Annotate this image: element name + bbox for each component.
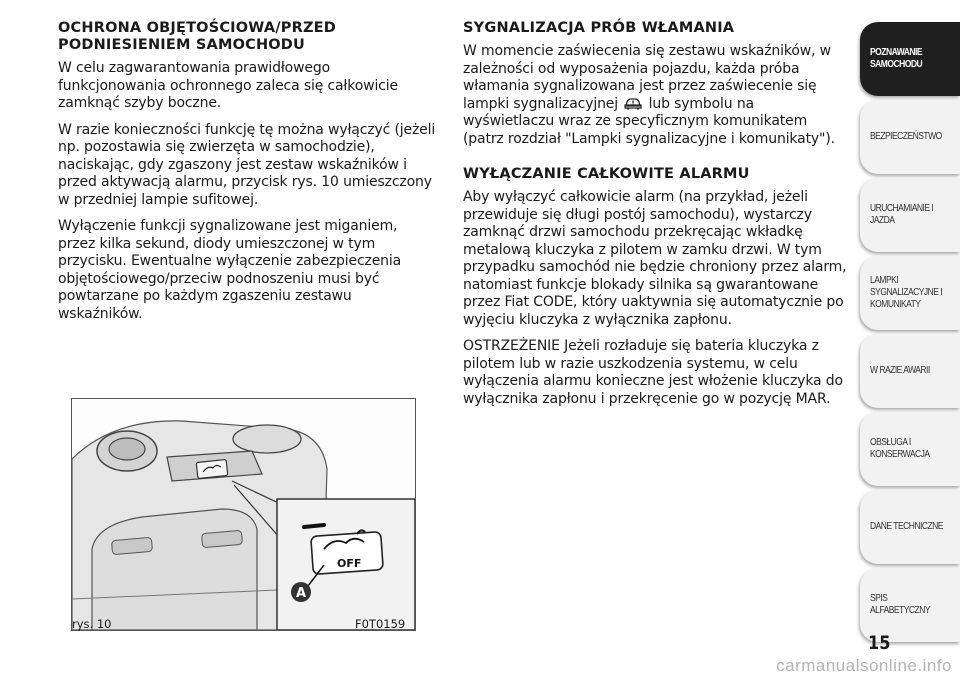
paragraph: W razie konieczności funkcję tę można wyłączyć (jeżeli np. pozostawia się zwierzęta w samochodzie), naciskając, gdy zgaszony jest zestaw wskaźników i przed aktywacją alarmu, przycisk rys. 10 umieszczony w przedniej lampie sufitowej. <box>58 121 436 208</box>
tab-label: W RAZIE AWARII <box>870 365 930 376</box>
figure-front-ceiling-lamp <box>71 398 416 631</box>
tab-label: OBSŁUGA I KONSERWACJA <box>870 437 930 460</box>
tab-obsluga-i-konserwacja[interactable] <box>860 412 960 486</box>
paragraph-text: lub symbolu na wyświetlaczu wraz ze specyficznym komunikatem (patrz rozdział "Lampki sygnalizacyjne i komunikaty"). <box>463 95 835 147</box>
section-heading-break-in-signalling: SYGNALIZACJA PRÓB WŁAMANIA <box>463 20 735 36</box>
watermark: carmanualsonline.info <box>776 656 952 675</box>
right-column <box>463 20 848 417</box>
tab-label: URUCHAMIANIE I JAZDA <box>870 203 934 226</box>
paragraph: W celu zagwarantowania prawidłowego funkcjonowania ochronnego zaleca się całkowicie zamknąć szyby boczne. <box>58 60 398 111</box>
section-heading-volumetric-protection: OCHRONA OBJĘTOŚCIOWA/PRZED PODNIESIENIEM SAMOCHODU <box>58 20 337 53</box>
tab-lampki-sygnalizacyjne[interactable] <box>860 256 960 330</box>
tab-dane-techniczne[interactable] <box>860 490 960 564</box>
tab-uruchamianie-i-jazda[interactable] <box>860 178 960 252</box>
tab-label: SPIS ALFABETYCZNY <box>870 593 931 616</box>
paragraph: Wyłączenie funkcji sygnalizowane jest miganiem, przez kilka sekund, diody umieszczonej w tym przycisku. Ewentualne wyłączenie zabezpieczenia objętościowego/przeciw podnoszeniu musi być powtarzane po każdym zgaszeniu zestawu wskaźników. <box>58 218 402 322</box>
tab-label: POZNAWANIE SAMOCHODU <box>870 47 923 70</box>
off-button-label: OFF <box>337 557 362 570</box>
callout-label-a: A <box>296 586 307 601</box>
tab-label: LAMPKI SYGNALIZACYJNE I KOMUNIKATY <box>870 275 943 310</box>
section-heading-alarm-disable: WYŁĄCZANIE CAŁKOWITE ALARMU <box>463 166 750 182</box>
paragraph-text: W momencie zaświecenia się zestawu wskaźników, w zależności od wyposażenia pojazdu, każda próba włamania sygnalizowana jest przez zaświecenie się lampki sygnalizacyjnej <box>463 43 831 112</box>
chapter-sidebar <box>860 22 960 646</box>
tab-label: BEZPIECZEŃSTWO <box>870 131 942 142</box>
tab-label: DANE TECHNICZNE <box>870 521 943 532</box>
paragraph: OSTRZEŻENIE Jeżeli rozładuje się bateria kluczyka z pilotem lub w razie uszkodzenia systemu, w celu wyłączenia alarmu konieczne jest włożenie kluczyka do wyłącznika zapłonu i przekręcenie go w pozycję MAR. <box>463 338 843 407</box>
car-alarm-icon <box>623 96 643 110</box>
left-column <box>58 20 438 332</box>
figure-code: F0T0159 <box>355 617 406 631</box>
figure-caption: rys. 10 <box>72 617 112 631</box>
paragraph: Aby wyłączyć całkowicie alarm (na przykład, jeżeli przewiduje się długi postój samochodu), wystarczy zamknąć drzwi samochodu przekręcając wkładkę metalową kluczyka z pilotem w zamku drzwi. W tym przypadku samochód nie będzie chroniony przez alarm, natomiast funkcje blokady silnika są gwarantowane przez Fiat CODE, który uaktywnia się automatycznie po wyjęciu kluczyka z wyłącznika zapłonu. <box>463 189 847 328</box>
tab-w-razie-awarii[interactable] <box>860 334 960 408</box>
tab-poznawanie-samochodu[interactable] <box>860 22 960 96</box>
ceiling-lamp-illustration <box>72 399 415 630</box>
tab-bezpieczenstwo[interactable] <box>860 100 960 174</box>
page-number: 15 <box>867 632 891 654</box>
tab-spis-alfabetyczny[interactable] <box>860 568 960 642</box>
paragraph <box>463 43 848 148</box>
